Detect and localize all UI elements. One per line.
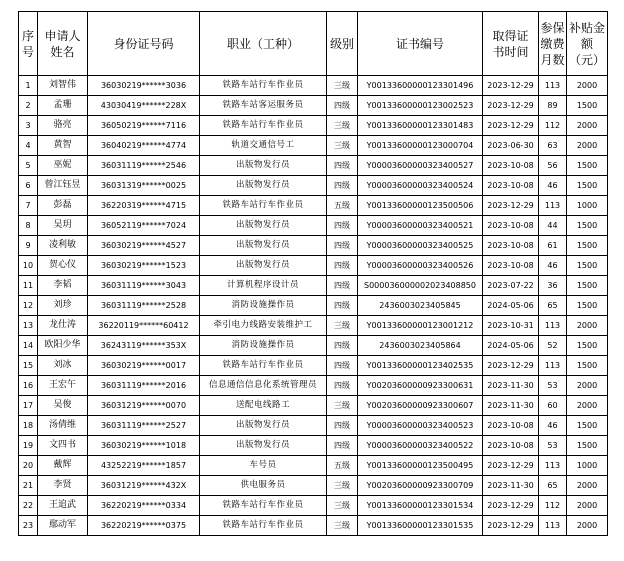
cell-certificate-number: Y00003600000323400525 [358, 236, 483, 256]
cell-amount: 2000 [567, 116, 608, 136]
cell-date: 2023-10-08 [483, 156, 539, 176]
cell-amount: 2000 [567, 516, 608, 536]
header-level: 级别 [327, 12, 358, 76]
table-row [19, 396, 608, 416]
cell-certificate-number: 2436003023405845 [358, 296, 483, 316]
cell-id-number: 36031219******0070 [88, 396, 200, 416]
cell-name: 李贤 [38, 476, 88, 496]
cell-level: 四级 [327, 176, 358, 196]
cell-id-number: 36220119******60412 [88, 316, 200, 336]
cell-level: 四级 [327, 236, 358, 256]
cell-date: 2023-10-08 [483, 176, 539, 196]
cell-level: 三级 [327, 516, 358, 536]
header-job: 职业（工种） [200, 12, 327, 76]
header-amount: 补贴金额（元） [567, 12, 608, 76]
cell-name: 刘冰 [38, 356, 88, 376]
cell-date: 2023-10-08 [483, 436, 539, 456]
cell-certificate-number: Y00003600000323400527 [358, 156, 483, 176]
cell-seq: 9 [19, 236, 38, 256]
cell-id-number: 36031119******2016 [88, 376, 200, 396]
cell-seq: 1 [19, 76, 38, 96]
cell-amount: 1500 [567, 296, 608, 316]
cell-occupation: 信息通信信息化系统管理员 [200, 376, 327, 396]
cell-date: 2023-11-30 [483, 376, 539, 396]
cell-date: 2023-10-08 [483, 416, 539, 436]
cell-occupation: 送配电线路工 [200, 396, 327, 416]
cell-months: 113 [539, 456, 567, 476]
subsidy-table [18, 11, 608, 536]
cell-amount: 2000 [567, 76, 608, 96]
cell-name: 贺心仪 [38, 256, 88, 276]
cell-amount: 1500 [567, 336, 608, 356]
cell-months: 36 [539, 276, 567, 296]
cell-months: 89 [539, 96, 567, 116]
cell-seq: 14 [19, 336, 38, 356]
table-row [19, 156, 608, 176]
cell-level: 三级 [327, 396, 358, 416]
cell-certificate-number: Y00133600000123301483 [358, 116, 483, 136]
cell-id-number: 36031119******3043 [88, 276, 200, 296]
cell-date: 2024-05-06 [483, 336, 539, 356]
cell-months: 113 [539, 516, 567, 536]
cell-occupation: 出版物发行员 [200, 176, 327, 196]
cell-date: 2023-10-08 [483, 256, 539, 276]
header-months: 参保缴费月数 [539, 12, 567, 76]
cell-occupation: 出版物发行员 [200, 156, 327, 176]
table-row [19, 356, 608, 376]
cell-occupation: 轨道交通信号工 [200, 136, 327, 156]
cell-name: 吴玥 [38, 216, 88, 236]
cell-level: 四级 [327, 376, 358, 396]
cell-date: 2023-10-08 [483, 236, 539, 256]
table-row [19, 456, 608, 476]
cell-id-number: 36030219******4527 [88, 236, 200, 256]
cell-months: 53 [539, 436, 567, 456]
cell-months: 56 [539, 156, 567, 176]
cell-months: 112 [539, 496, 567, 516]
cell-occupation: 出版物发行员 [200, 436, 327, 456]
table-row [19, 216, 608, 236]
cell-name: 王宏午 [38, 376, 88, 396]
cell-date: 2023-12-29 [483, 116, 539, 136]
cell-occupation: 牵引电力线路安装维护工 [200, 316, 327, 336]
cell-id-number: 36031119******2527 [88, 416, 200, 436]
cell-level: 三级 [327, 116, 358, 136]
cell-id-number: 36220319******4715 [88, 196, 200, 216]
cell-id-number: 36030219******0017 [88, 356, 200, 376]
header-name: 申请人姓名 [38, 12, 88, 76]
cell-level: 四级 [327, 216, 358, 236]
cell-date: 2024-05-06 [483, 296, 539, 316]
cell-amount: 1500 [567, 436, 608, 456]
cell-certificate-number: Y00133600000123301534 [358, 496, 483, 516]
cell-certificate-number: Y00203600000923300631 [358, 376, 483, 396]
table-row [19, 276, 608, 296]
table-row [19, 116, 608, 136]
cell-occupation: 铁路车站行车作业员 [200, 356, 327, 376]
cell-amount: 1500 [567, 216, 608, 236]
cell-certificate-number: Y00133600000123301496 [358, 76, 483, 96]
cell-certificate-number: Y00003600000323400526 [358, 256, 483, 276]
table-row [19, 476, 608, 496]
cell-level: 四级 [327, 356, 358, 376]
cell-occupation: 铁路车站行车作业员 [200, 196, 327, 216]
cell-id-number: 36030219******1523 [88, 256, 200, 276]
cell-seq: 6 [19, 176, 38, 196]
cell-months: 65 [539, 296, 567, 316]
cell-seq: 2 [19, 96, 38, 116]
cell-level: 四级 [327, 416, 358, 436]
table-row [19, 376, 608, 396]
cell-months: 113 [539, 76, 567, 96]
table-row [19, 96, 608, 116]
cell-months: 113 [539, 316, 567, 336]
cell-level: 四级 [327, 336, 358, 356]
cell-name: 曾江钰昱 [38, 176, 88, 196]
header-date: 取得证书时间 [483, 12, 539, 76]
cell-date: 2023-11-30 [483, 476, 539, 496]
cell-level: 三级 [327, 476, 358, 496]
cell-date: 2023-10-08 [483, 216, 539, 236]
cell-id-number: 36030219******3036 [88, 76, 200, 96]
cell-name: 文四书 [38, 436, 88, 456]
table-row [19, 76, 608, 96]
cell-certificate-number: 2436003023405864 [358, 336, 483, 356]
cell-name: 戴辉 [38, 456, 88, 476]
cell-level: 三级 [327, 496, 358, 516]
cell-level: 三级 [327, 316, 358, 336]
cell-months: 112 [539, 116, 567, 136]
cell-amount: 1500 [567, 276, 608, 296]
cell-certificate-number: Y00203600000923300607 [358, 396, 483, 416]
table-row [19, 496, 608, 516]
cell-level: 四级 [327, 436, 358, 456]
cell-date: 2023-06-30 [483, 136, 539, 156]
cell-level: 四级 [327, 256, 358, 276]
cell-months: 65 [539, 476, 567, 496]
cell-seq: 20 [19, 456, 38, 476]
cell-months: 60 [539, 396, 567, 416]
cell-date: 2023-12-29 [483, 356, 539, 376]
cell-certificate-number: Y00133600000123402535 [358, 356, 483, 376]
cell-certificate-number: Y00133600000123002523 [358, 96, 483, 116]
cell-name: 刘智伟 [38, 76, 88, 96]
cell-certificate-number: Y00133600000123001212 [358, 316, 483, 336]
cell-date: 2023-11-30 [483, 396, 539, 416]
cell-amount: 1500 [567, 416, 608, 436]
cell-name: 骆亮 [38, 116, 88, 136]
cell-certificate-number: Y00003600000323400522 [358, 436, 483, 456]
cell-occupation: 铁路车站客运服务员 [200, 96, 327, 116]
cell-date: 2023-12-29 [483, 76, 539, 96]
table-row [19, 316, 608, 336]
cell-seq: 13 [19, 316, 38, 336]
cell-months: 113 [539, 196, 567, 216]
cell-amount: 2000 [567, 396, 608, 416]
cell-name: 巫妮 [38, 156, 88, 176]
cell-seq: 3 [19, 116, 38, 136]
cell-occupation: 铁路车站行车作业员 [200, 76, 327, 96]
cell-certificate-number: Y00133600000123301535 [358, 516, 483, 536]
cell-id-number: 36220219******0334 [88, 496, 200, 516]
cell-name: 汤倩维 [38, 416, 88, 436]
table-row [19, 516, 608, 536]
cell-occupation: 供电服务员 [200, 476, 327, 496]
cell-amount: 1500 [567, 356, 608, 376]
table-row [19, 256, 608, 276]
cell-name: 刘珍 [38, 296, 88, 316]
table-row [19, 236, 608, 256]
cell-level: 四级 [327, 156, 358, 176]
cell-amount: 1000 [567, 456, 608, 476]
cell-certificate-number: Y00003600000323400521 [358, 216, 483, 236]
cell-date: 2023-12-29 [483, 96, 539, 116]
cell-amount: 2000 [567, 476, 608, 496]
cell-occupation: 出版物发行员 [200, 416, 327, 436]
cell-id-number: 43030419******228X [88, 96, 200, 116]
cell-months: 113 [539, 356, 567, 376]
cell-name: 李韬 [38, 276, 88, 296]
cell-certificate-number: Y00133600000123000704 [358, 136, 483, 156]
cell-occupation: 铁路车站行车作业员 [200, 516, 327, 536]
cell-months: 46 [539, 256, 567, 276]
cell-name: 鄢动军 [38, 516, 88, 536]
header-seq: 序号 [19, 12, 38, 76]
cell-name: 孟珊 [38, 96, 88, 116]
cell-occupation: 消防设施操作员 [200, 336, 327, 356]
cell-certificate-number: Y00003600000323400523 [358, 416, 483, 436]
cell-seq: 5 [19, 156, 38, 176]
cell-id-number: 36031119******2528 [88, 296, 200, 316]
cell-occupation: 消防设施操作员 [200, 296, 327, 316]
cell-id-number: 36031219******432X [88, 476, 200, 496]
table-row [19, 136, 608, 156]
cell-id-number: 36052119******7024 [88, 216, 200, 236]
cell-amount: 1500 [567, 96, 608, 116]
cell-id-number: 36031119******2546 [88, 156, 200, 176]
cell-name: 欧阳少华 [38, 336, 88, 356]
cell-months: 44 [539, 216, 567, 236]
cell-seq: 18 [19, 416, 38, 436]
cell-seq: 4 [19, 136, 38, 156]
cell-occupation: 铁路车站行车作业员 [200, 496, 327, 516]
cell-seq: 22 [19, 496, 38, 516]
cell-date: 2023-10-31 [483, 316, 539, 336]
cell-months: 46 [539, 416, 567, 436]
cell-date: 2023-12-29 [483, 516, 539, 536]
cell-occupation: 车号员 [200, 456, 327, 476]
cell-name: 凌利敏 [38, 236, 88, 256]
header-cert: 证书编号 [358, 12, 483, 76]
cell-months: 52 [539, 336, 567, 356]
cell-occupation: 出版物发行员 [200, 236, 327, 256]
cell-id-number: 43252219******1857 [88, 456, 200, 476]
cell-certificate-number: Y00203600000923300709 [358, 476, 483, 496]
cell-months: 53 [539, 376, 567, 396]
cell-level: 四级 [327, 296, 358, 316]
cell-occupation: 出版物发行员 [200, 256, 327, 276]
cell-amount: 2000 [567, 136, 608, 156]
cell-date: 2023-12-29 [483, 196, 539, 216]
cell-seq: 10 [19, 256, 38, 276]
cell-seq: 7 [19, 196, 38, 216]
cell-seq: 12 [19, 296, 38, 316]
cell-amount: 1500 [567, 256, 608, 276]
table-row [19, 436, 608, 456]
table-row [19, 296, 608, 316]
cell-date: 2023-07-22 [483, 276, 539, 296]
cell-amount: 1000 [567, 196, 608, 216]
cell-id-number: 36243119******353X [88, 336, 200, 356]
cell-level: 五级 [327, 196, 358, 216]
cell-id-number: 36031319******0025 [88, 176, 200, 196]
cell-level: 四级 [327, 276, 358, 296]
cell-level: 三级 [327, 76, 358, 96]
cell-certificate-number: Y00003600000323400524 [358, 176, 483, 196]
cell-seq: 8 [19, 216, 38, 236]
cell-months: 46 [539, 176, 567, 196]
cell-name: 彭磊 [38, 196, 88, 216]
cell-id-number: 36050219******7116 [88, 116, 200, 136]
cell-amount: 2000 [567, 316, 608, 336]
cell-seq: 21 [19, 476, 38, 496]
cell-occupation: 铁路车站行车作业员 [200, 116, 327, 136]
cell-occupation: 出版物发行员 [200, 216, 327, 236]
cell-name: 王追武 [38, 496, 88, 516]
cell-level: 五级 [327, 456, 358, 476]
table-row [19, 416, 608, 436]
table-header [19, 12, 608, 76]
cell-seq: 16 [19, 376, 38, 396]
cell-id-number: 36220219******0375 [88, 516, 200, 536]
cell-seq: 11 [19, 276, 38, 296]
cell-level: 三级 [327, 136, 358, 156]
cell-amount: 2000 [567, 376, 608, 396]
cell-amount: 2000 [567, 496, 608, 516]
cell-occupation: 计算机程序设计员 [200, 276, 327, 296]
header-row [19, 12, 608, 76]
cell-date: 2023-12-29 [483, 496, 539, 516]
cell-id-number: 36040219******4774 [88, 136, 200, 156]
cell-certificate-number: Y00133600000123500506 [358, 196, 483, 216]
table-row [19, 336, 608, 356]
cell-seq: 23 [19, 516, 38, 536]
cell-amount: 1500 [567, 156, 608, 176]
cell-name: 龙仕涛 [38, 316, 88, 336]
cell-seq: 17 [19, 396, 38, 416]
cell-certificate-number: S000036000002023408850 [358, 276, 483, 296]
cell-months: 63 [539, 136, 567, 156]
cell-date: 2023-12-29 [483, 456, 539, 476]
cell-name: 吴俊 [38, 396, 88, 416]
table-row [19, 196, 608, 216]
table-row [19, 176, 608, 196]
cell-seq: 15 [19, 356, 38, 376]
cell-id-number: 36030219******1018 [88, 436, 200, 456]
header-id: 身份证号码 [88, 12, 200, 76]
cell-seq: 19 [19, 436, 38, 456]
cell-amount: 1500 [567, 236, 608, 256]
cell-certificate-number: Y00133600000123500495 [358, 456, 483, 476]
cell-level: 四级 [327, 96, 358, 116]
cell-amount: 1500 [567, 176, 608, 196]
cell-months: 61 [539, 236, 567, 256]
table-body [19, 76, 608, 536]
cell-name: 黄智 [38, 136, 88, 156]
